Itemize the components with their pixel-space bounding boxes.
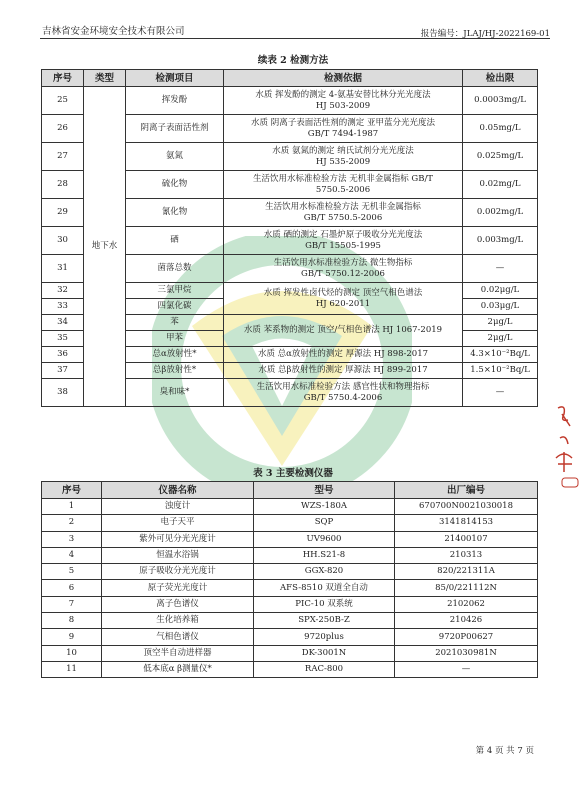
row-limit: 2μg/L (463, 315, 538, 331)
table-row (42, 531, 538, 547)
row-no: 9 (42, 629, 102, 645)
row-limit: 0.02mg/L (463, 171, 538, 199)
col-header-serial: 出厂编号 (395, 482, 538, 499)
row-serial: 85/0/221112N (395, 580, 538, 596)
row-item: 三氯甲烷 (126, 283, 224, 299)
row-no: 28 (42, 171, 84, 199)
row-name: 电子天平 (102, 515, 254, 531)
row-serial: 2021030981N (395, 645, 538, 661)
row-no: 38 (42, 379, 84, 407)
row-limit: — (463, 379, 538, 407)
row-basis: 水质 挥发性卤代烃的测定 顶空气相色谱法 HJ 620-2011 (224, 283, 463, 315)
row-model: HH.S21-8 (254, 547, 395, 563)
row-limit: — (463, 255, 538, 283)
handwritten-signature (552, 400, 582, 490)
row-serial: 210313 (395, 547, 538, 563)
col-header-name: 仪器名称 (102, 482, 254, 499)
row-limit: 0.025mg/L (463, 143, 538, 171)
header-divider (40, 38, 550, 39)
row-item: 氰化物 (126, 199, 224, 227)
detection-methods-table (41, 69, 538, 407)
row-basis: 水质 挥发酚的测定 4-氨基安替比林分光光度法 HJ 503-2009 (224, 87, 463, 115)
row-no: 30 (42, 227, 84, 255)
row-serial: 21400107 (395, 531, 538, 547)
row-model: 9720plus (254, 629, 395, 645)
row-name: 原子荧光光度计 (102, 580, 254, 596)
row-name: 原子吸收分光光度计 (102, 564, 254, 580)
row-item: 总β放射性* (126, 363, 224, 379)
table-row (42, 596, 538, 612)
row-no: 35 (42, 331, 84, 347)
row-no: 26 (42, 115, 84, 143)
row-no: 8 (42, 613, 102, 629)
col-header-basis: 检测依据 (224, 70, 463, 87)
row-limit: 0.02μg/L (463, 283, 538, 299)
table2-title: 续表 2 检测方法 (257, 55, 329, 66)
row-no: 25 (42, 87, 84, 115)
table-row (42, 499, 538, 515)
row-name: 气相色谱仪 (102, 629, 254, 645)
row-item: 阴离子表面活性剂 (126, 115, 224, 143)
row-basis: 水质 总β放射性的测定 厚源法 HJ 899-2017 (224, 363, 463, 379)
row-limit: 0.002mg/L (463, 199, 538, 227)
table-row (42, 87, 538, 115)
row-no: 10 (42, 645, 102, 661)
type-cell: 地下水 (84, 87, 126, 407)
row-no: 34 (42, 315, 84, 331)
col-header-type: 类型 (84, 70, 126, 87)
table-row (42, 613, 538, 629)
row-model: DK-3001N (254, 645, 395, 661)
row-no: 29 (42, 199, 84, 227)
row-serial: 9720P00627 (395, 629, 538, 645)
row-no: 32 (42, 283, 84, 299)
instruments-table (41, 481, 538, 678)
row-no: 36 (42, 347, 84, 363)
row-name: 顶空半自动进样器 (102, 645, 254, 661)
row-no: 1 (42, 499, 102, 515)
row-name: 恒温水浴锅 (102, 547, 254, 563)
row-serial: — (395, 661, 538, 677)
row-no: 4 (42, 547, 102, 563)
row-limit: 0.0003mg/L (463, 87, 538, 115)
row-serial: 210426 (395, 613, 538, 629)
table-row (42, 547, 538, 563)
table-row (42, 580, 538, 596)
row-item: 四氯化碳 (126, 299, 224, 315)
table-header-row (42, 482, 538, 499)
row-model: SQP (254, 515, 395, 531)
row-no: 33 (42, 299, 84, 315)
row-model: RAC-800 (254, 661, 395, 677)
row-item: 臭和味* (126, 379, 224, 407)
row-no: 6 (42, 580, 102, 596)
row-no: 5 (42, 564, 102, 580)
row-no: 3 (42, 531, 102, 547)
row-limit: 0.05mg/L (463, 115, 538, 143)
row-item: 挥发酚 (126, 87, 224, 115)
row-name: 浊度计 (102, 499, 254, 515)
row-name: 紫外可见分光光度计 (102, 531, 254, 547)
col-header-item: 检测项目 (126, 70, 224, 87)
row-model: PIC-10 双系统 (254, 596, 395, 612)
row-basis: 水质 总α放射性的测定 厚源法 HJ 898-2017 (224, 347, 463, 363)
row-basis: 水质 氨氮的测定 纳氏试剂分光光度法 HJ 535-2009 (224, 143, 463, 171)
row-basis: 水质 硒的测定 石墨炉原子吸收分光光度法 GB/T 15505-1995 (224, 227, 463, 255)
row-serial: 3141814153 (395, 515, 538, 531)
row-name: 离子色谱仪 (102, 596, 254, 612)
row-limit: 1.5×10⁻²Bq/L (463, 363, 538, 379)
row-serial: 670700N0021030018 (395, 499, 538, 515)
row-basis: 生活饮用水标准检验方法 无机非金属指标 GB/T 5750.5-2006 (224, 171, 463, 199)
row-basis: 生活饮用水标准检验方法 微生物指标 GB/T 5750.12-2006 (224, 255, 463, 283)
row-model: AFS-8510 双道全自动 (254, 580, 395, 596)
table-row (42, 515, 538, 531)
row-item: 苯 (126, 315, 224, 331)
row-item: 总α放射性* (126, 347, 224, 363)
row-no: 31 (42, 255, 84, 283)
row-limit: 2μg/L (463, 331, 538, 347)
row-item: 甲苯 (126, 331, 224, 347)
row-basis: 生活饮用水标准检验方法 感官性状和物理指标 GB/T 5750.4-2006 (224, 379, 463, 407)
table-row (42, 629, 538, 645)
table-header-row (42, 70, 538, 87)
table3-title: 表 3 主要检测仪器 (253, 468, 333, 479)
row-item: 菌落总数 (126, 255, 224, 283)
col-header-limit: 检出限 (463, 70, 538, 87)
col-header-no: 序号 (42, 482, 102, 499)
row-no: 27 (42, 143, 84, 171)
row-basis: 生活饮用水标准检验方法 无机非金属指标 GB/T 5750.5-2006 (224, 199, 463, 227)
row-name: 生化培养箱 (102, 613, 254, 629)
row-item: 硒 (126, 227, 224, 255)
row-name: 低本底α β测量仪* (102, 661, 254, 677)
row-item: 氨氮 (126, 143, 224, 171)
table-row (42, 661, 538, 677)
page-number: 第 4 页 共 7 页 (475, 746, 534, 756)
col-header-model: 型号 (254, 482, 395, 499)
row-limit: 0.03μg/L (463, 299, 538, 315)
table-row (42, 564, 538, 580)
row-serial: 2102062 (395, 596, 538, 612)
row-model: GGX-820 (254, 564, 395, 580)
row-limit: 0.003mg/L (463, 227, 538, 255)
row-serial: 820/221311A (395, 564, 538, 580)
col-header-no: 序号 (42, 70, 84, 87)
row-no: 11 (42, 661, 102, 677)
row-model: SPX-250B-Z (254, 613, 395, 629)
row-limit: 4.3×10⁻²Bq/L (463, 347, 538, 363)
row-basis: 水质 阴离子表面活性剂的测定 亚甲蓝分光光度法 GB/T 7494-1987 (224, 115, 463, 143)
row-item: 硫化物 (126, 171, 224, 199)
row-no: 7 (42, 596, 102, 612)
row-no: 37 (42, 363, 84, 379)
row-model: WZS-180A (254, 499, 395, 515)
row-no: 2 (42, 515, 102, 531)
report-number: 报告编号：JLAJ/HJ-2022169-01 (420, 29, 550, 39)
company-name: 吉林省安金环境安全技术有限公司 (42, 26, 185, 37)
row-model: UV9600 (254, 531, 395, 547)
table-row (42, 645, 538, 661)
row-basis: 水质 苯系物的测定 顶空/气相色谱法 HJ 1067-2019 (224, 315, 463, 347)
